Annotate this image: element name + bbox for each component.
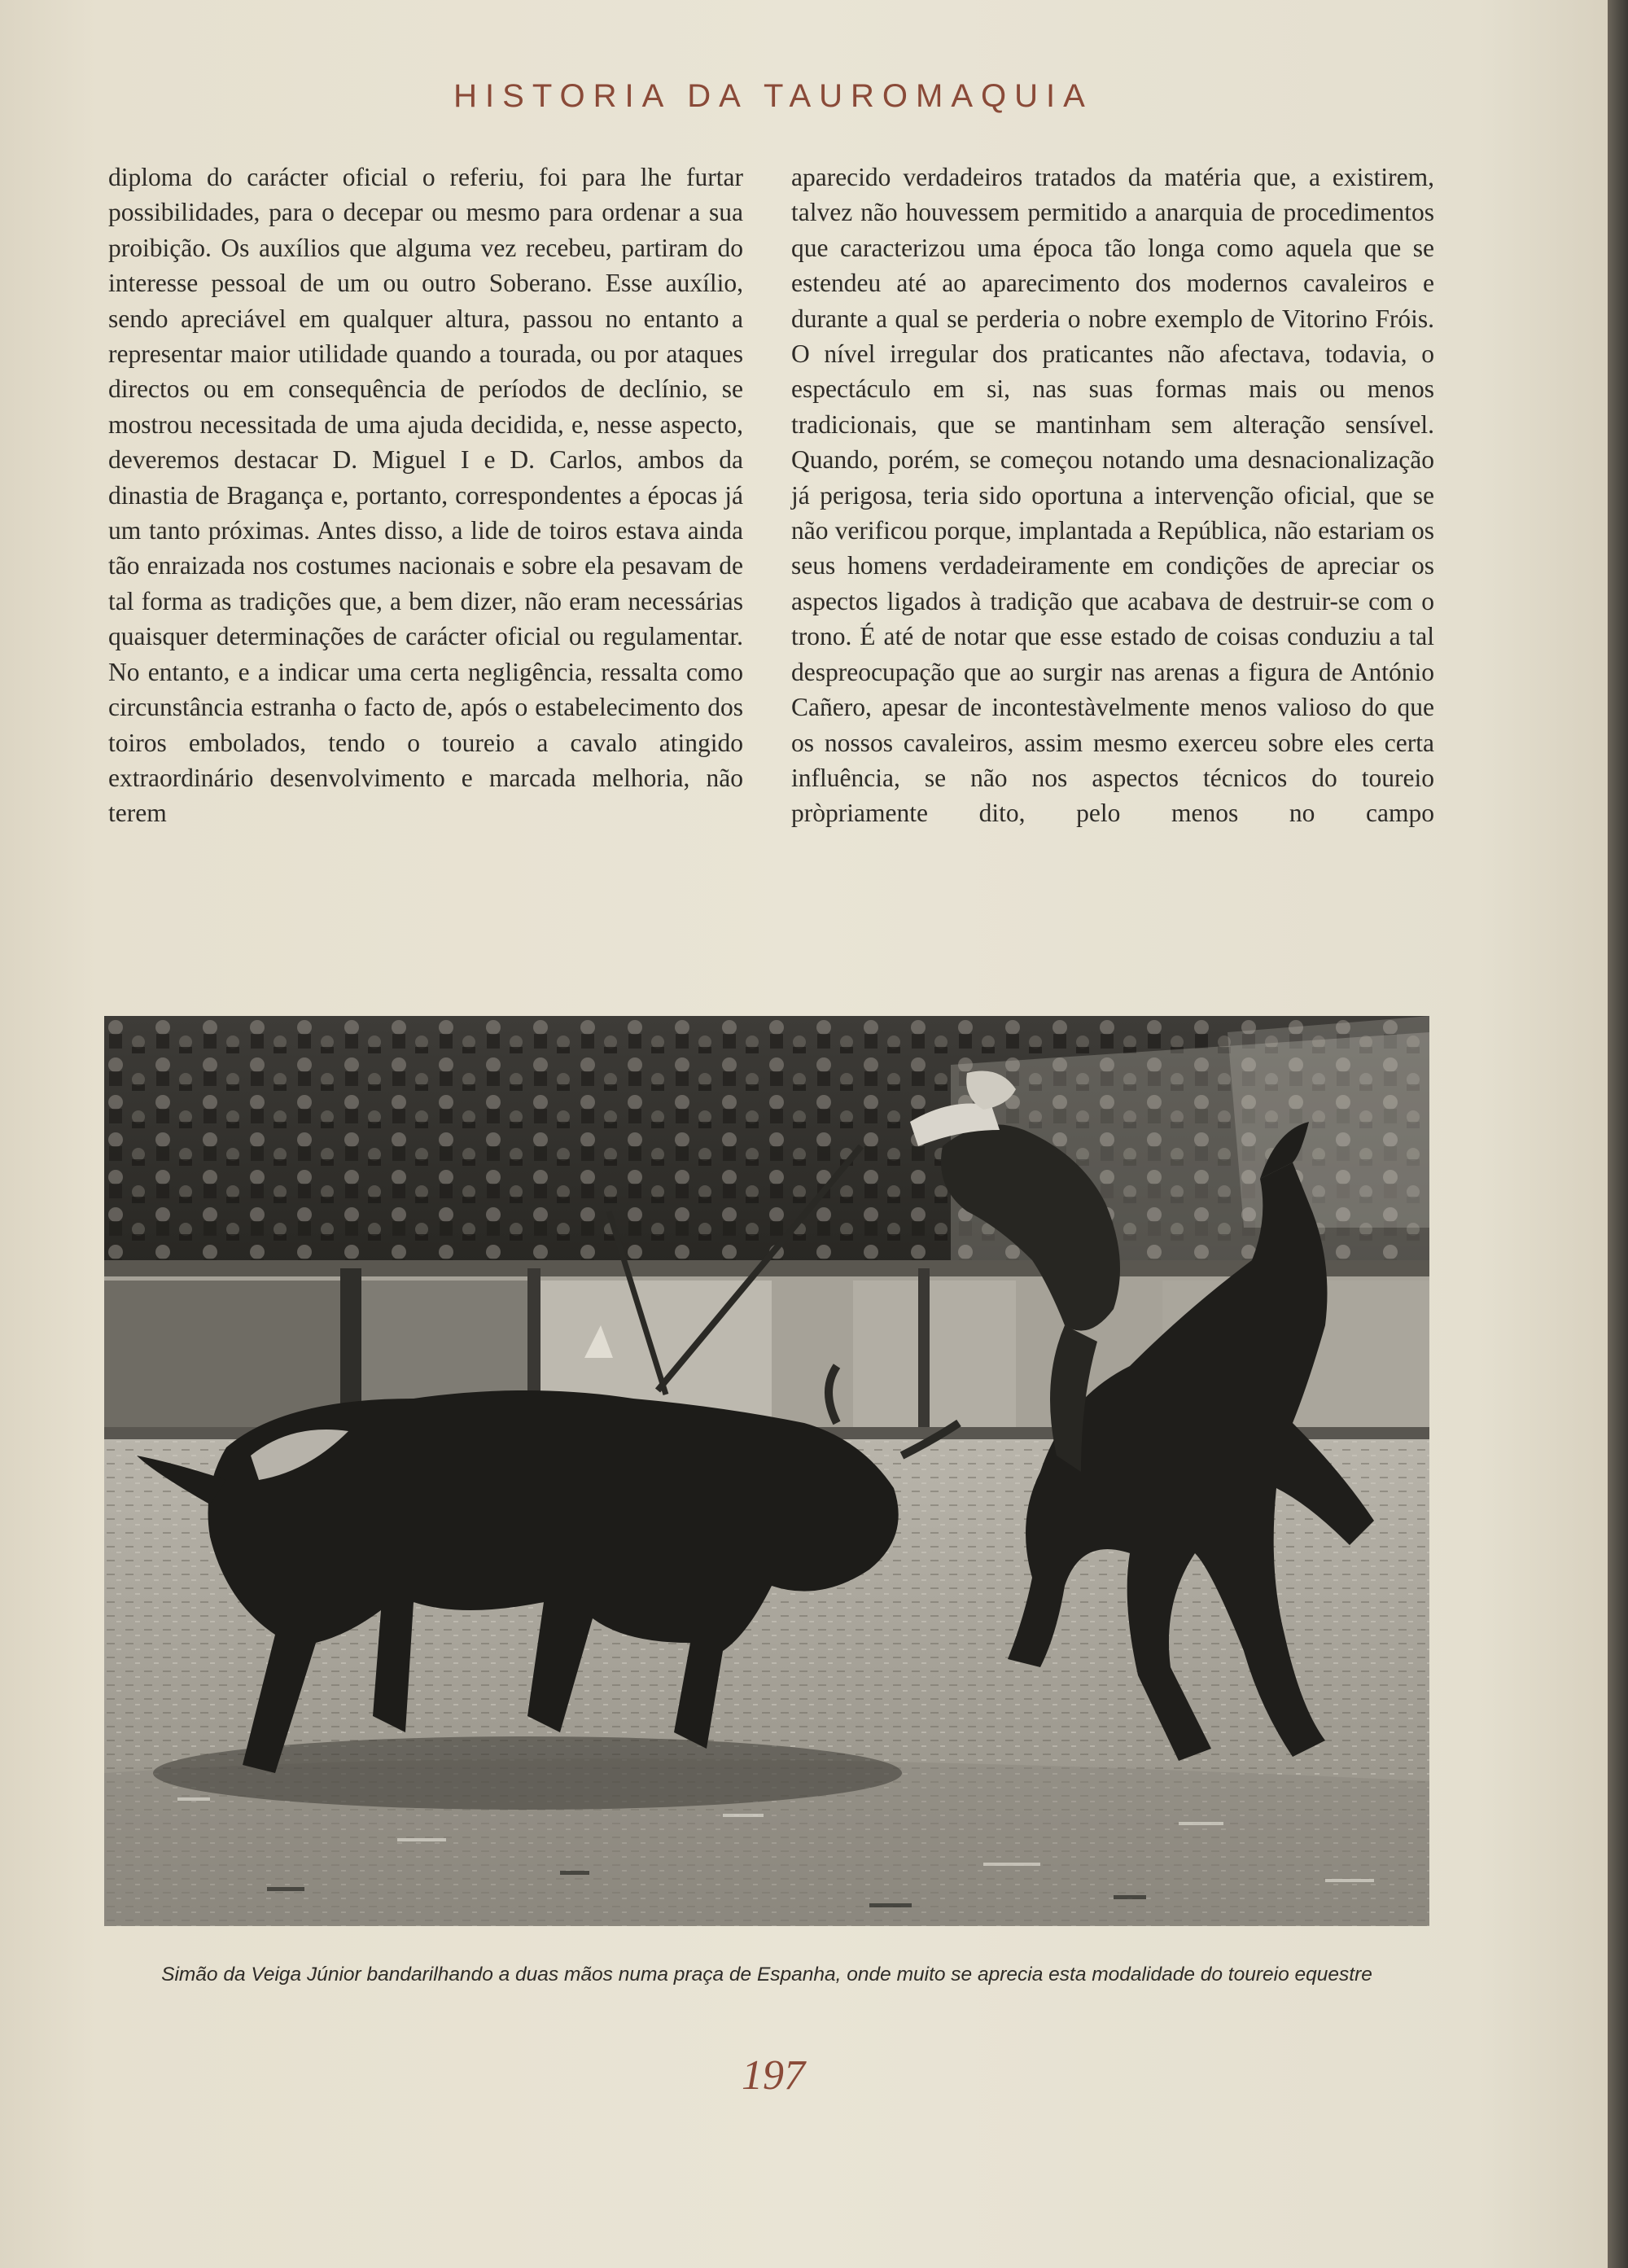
paragraph-left: diploma do carácter oficial o referiu, foi para lhe furtar possibilidades, para o decepar ou mesmo para ordenar a sua proibição. Os auxílios que alguma vez recebeu, partiram do interesse pessoal de um ou outro Soberano. Esse auxílio, sendo apreciável em qualquer altura, passou no entanto a representar maior utilidade quando a tourada, ou por ataques directos ou em consequência de períodos de declínio, se mostrou necessitada de uma ajuda decidida, e, nesse aspecto, deveremos destacar D. Miguel I e D. Carlos, ambos da dinastia de Bragança e, portanto, correspondentes a épocas já um tanto próximas. Antes disso, a lide de toiros estava ainda tão enraizada nos costumes nacionais e sobre ela pesavam de tal forma as tradições que, a bem dizer, não eram necessárias quaisquer determinações de carácter oficial ou regulamentar. No entanto, e a indicar uma certa negligência, ressalta como circunstância estranha o facto de, após o estabelecimento dos toiros embolados, tendo o toureio a cavalo atingido extraordinário desenvolvimento e marcada melhoria, não terem <box>108 163 743 828</box>
bullfight-photograph <box>104 1016 1429 1926</box>
figure-caption: Simão da Veiga Júnior bandarilhando a duas mãos numa praça de Espanha, onde muito se aprecia esta modalidade do toureio equestre <box>161 1964 1372 1986</box>
running-title: HISTORIA DA TAUROMAQUIA <box>453 78 1093 114</box>
page-number: 197 <box>742 2052 805 2099</box>
text-column-left <box>108 160 743 831</box>
text-column-right <box>791 160 1434 831</box>
page-edge-shadow <box>1608 0 1628 2268</box>
paragraph-right: aparecido verdadeiros tratados da matéria que, a existirem, talvez não houvessem permitido a anarquia de procedimentos que caracterizou uma época tão longa como aquela que se estendeu até ao aparecimento dos modernos cavaleiros e durante a qual se perderia o nobre exemplo de Vitorino Fróis. O nível irregular dos praticantes não afectava, todavia, o espectáculo em si, nas suas formas mais ou menos tradicionais, que se mantinham sem alteração sensível. Quando, porém, se começou notando uma desnacionalização já perigosa, teria sido oportuna a intervenção oficial, que se não verificou porque, implantada a República, não estariam os seus homens verdadeiramente em condições de apreciar os aspectos ligados à tradição que acabava de destruir-se com o trono. É até de notar que esse estado de coisas conduziu a tal despreocupação que ao surgir nas arenas a figura de António Cañero, apesar de incontestàvelmente menos valioso do que os nossos cavaleiros, assim mesmo exerceu sobre eles certa influência, se não nos aspectos técnicos do toureio pròpriamente dito, pelo menos no campo <box>791 163 1434 828</box>
